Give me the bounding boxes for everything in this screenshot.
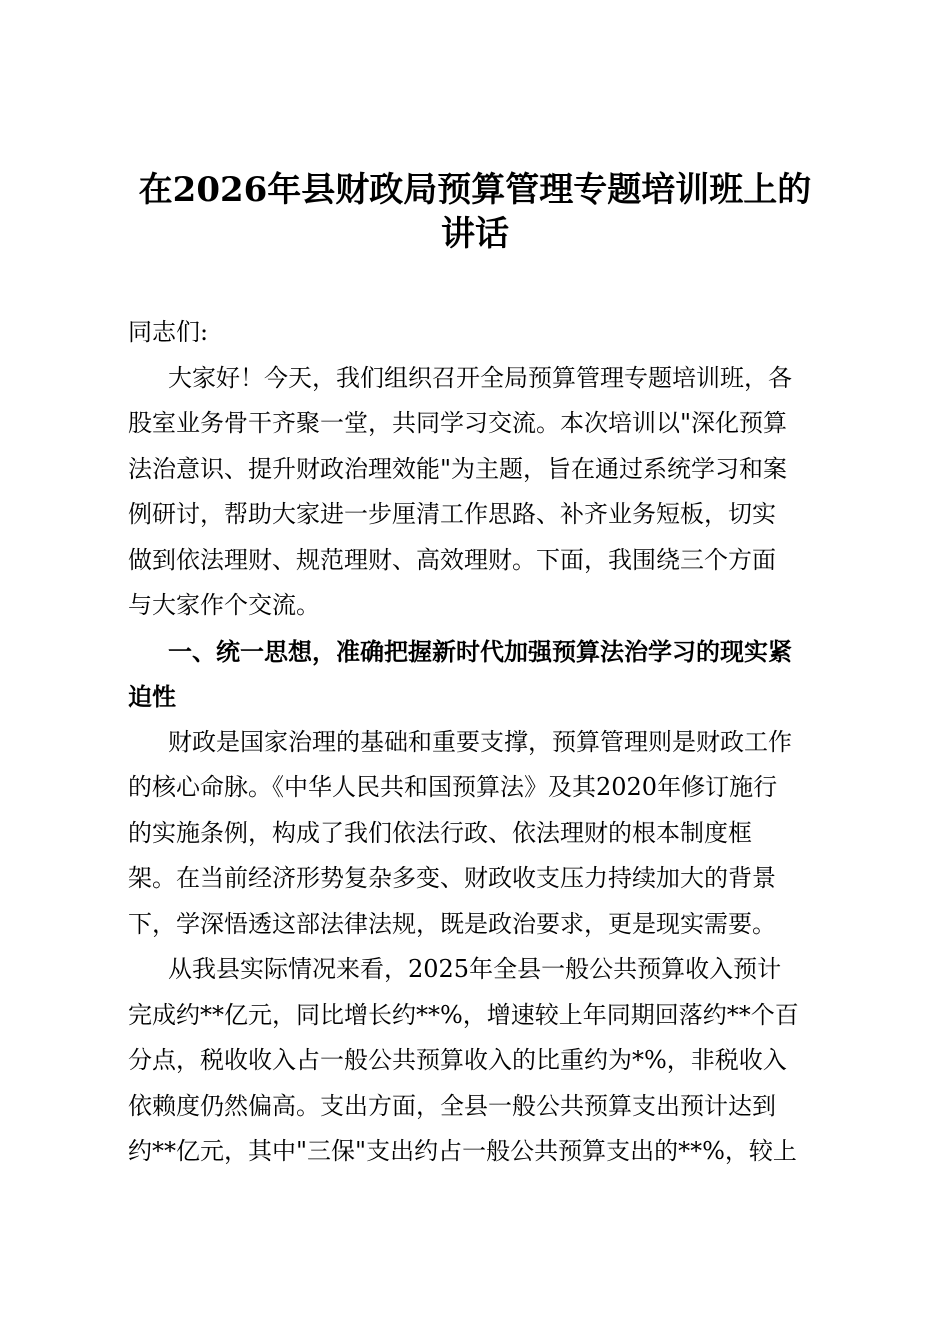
paragraph-line: 从我县实际情况来看，2025年全县一般公共预算收入预计: [168, 955, 782, 983]
paragraph-line: 依赖度仍然偏高。支出方面，全县一般公共预算支出预计达到: [128, 1091, 776, 1120]
document-body: [128, 310, 828, 1175]
heading-line: 迫性: [128, 682, 176, 711]
document-title: [120, 168, 830, 256]
paragraph-line: 与大家作个交流。: [128, 591, 320, 619]
paragraph-line: 例研讨，帮助大家进一步厘清工作思路、补齐业务短板，切实: [128, 500, 776, 528]
paragraph-section1-1: [128, 720, 828, 948]
paragraph-line: 做到依法理财、规范理财、高效理财。下面，我围绕三个方面: [128, 545, 776, 574]
paragraph-section1-2: [128, 947, 828, 1175]
paragraph-line: 架。在当前经济形势复杂多变、财政收支压力持续加大的背景: [128, 864, 776, 892]
paragraph-line: 财政是国家治理的基础和重要支撑，预算管理则是财政工作: [168, 727, 792, 756]
paragraph-line: 分点，税收收入占一般公共预算收入的比重约为*%，非税收入: [128, 1046, 787, 1074]
salutation-text: 同志们:: [128, 318, 209, 346]
paragraph-line: 法治意识、提升财政治理效能"为主题，旨在通过系统学习和案: [128, 454, 788, 483]
paragraph-line: 股室业务骨干齐聚一堂，共同学习交流。本次培训以"深化预算: [128, 409, 788, 437]
title-line-2: 讲话: [441, 214, 509, 254]
paragraph-line: 的核心命脉。《中华人民共和国预算法》及其2020年修订施行: [128, 773, 778, 801]
paragraph-line: 约**亿元，其中"三保"支出约占一般公共预算支出的**%，较上: [128, 1137, 797, 1165]
paragraph-line: 大家好！今天，我们组织召开全局预算管理专题培训班，各: [168, 363, 792, 392]
paragraph-line: 的实施条例，构成了我们依法行政、依法理财的根本制度框: [128, 818, 752, 847]
title-line-1: 在2026年县财政局预算管理专题培训班上的: [138, 170, 812, 210]
paragraph-intro: [128, 356, 828, 629]
paragraph-line: 完成约**亿元，同比增长约**%，增速较上年同期回落约**个百: [128, 1000, 799, 1029]
salutation: [128, 310, 828, 356]
paragraph-line: 下，学深悟透这部法律法规，既是政治要求，更是现实需要。: [128, 909, 776, 938]
section-heading-1: [128, 629, 828, 720]
heading-line: 一、统一思想，准确把握新时代加强预算法治学习的现实紧: [168, 636, 792, 666]
